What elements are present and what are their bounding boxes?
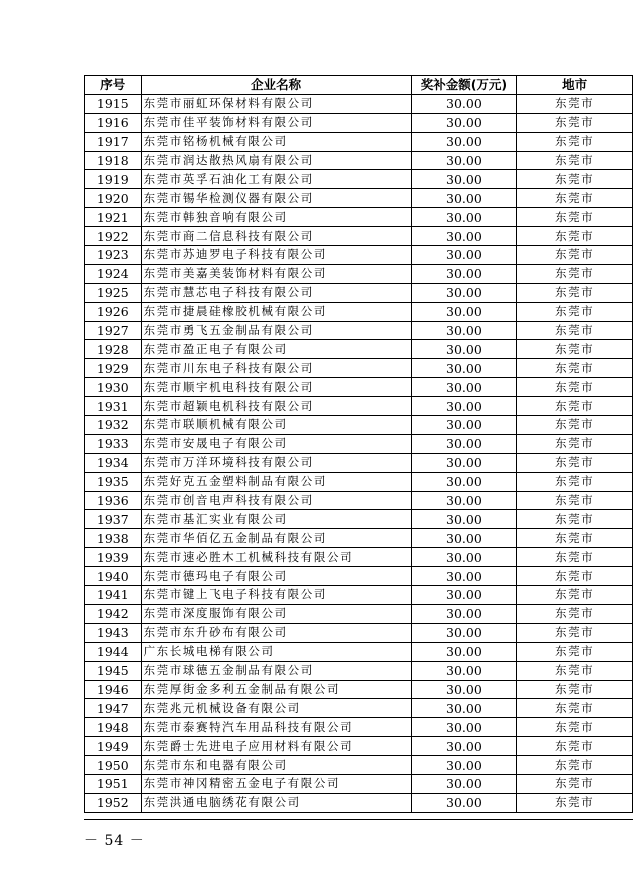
serial-number-cell: 1920 [85, 189, 142, 208]
company-name-cell: 东莞市超颖电机科技有限公司 [141, 397, 411, 416]
city-cell: 东莞市 [517, 661, 633, 680]
table-row [85, 567, 633, 586]
subsidy-amount-cell: 30.00 [411, 340, 517, 359]
table-row [85, 378, 633, 397]
serial-number-cell: 1948 [85, 718, 142, 737]
serial-number-cell: 1917 [85, 132, 142, 151]
company-name-cell: 东莞市神冈精密五金电子有限公司 [141, 774, 411, 793]
serial-number-cell: 1932 [85, 416, 142, 435]
company-name-cell: 东莞市慧芯电子科技有限公司 [141, 283, 411, 302]
table-row [85, 321, 633, 340]
company-name-cell: 东莞市万洋环境科技有限公司 [141, 453, 411, 472]
subsidy-amount-cell: 30.00 [411, 283, 517, 302]
company-name-cell: 东莞市安晟电子有限公司 [141, 434, 411, 453]
company-name-cell: 东莞市球德五金制品有限公司 [141, 661, 411, 680]
serial-number-cell: 1922 [85, 227, 142, 246]
city-cell: 东莞市 [517, 397, 633, 416]
city-cell: 东莞市 [517, 718, 633, 737]
company-name-cell: 东莞市基汇实业有限公司 [141, 510, 411, 529]
serial-number-cell: 1923 [85, 246, 142, 265]
company-name-cell: 东莞市锡华检测仪器有限公司 [141, 189, 411, 208]
company-name-cell: 东莞市苏迪罗电子科技有限公司 [141, 246, 411, 265]
company-name-cell: 广东长城电梯有限公司 [141, 642, 411, 661]
subsidy-amount-cell: 30.00 [411, 397, 517, 416]
header-serial-number: 序号 [85, 76, 142, 95]
table-row [85, 718, 633, 737]
table-row [85, 774, 633, 793]
table-row [85, 434, 633, 453]
table-row [85, 189, 633, 208]
city-cell: 东莞市 [517, 94, 633, 113]
table-row [85, 548, 633, 567]
subsidy-amount-cell: 30.00 [411, 510, 517, 529]
subsidy-amount-cell: 30.00 [411, 756, 517, 775]
subsidy-amount-cell: 30.00 [411, 737, 517, 756]
header-company-name: 企业名称 [141, 76, 411, 95]
serial-number-cell: 1921 [85, 208, 142, 227]
serial-number-cell: 1935 [85, 472, 142, 491]
city-cell: 东莞市 [517, 246, 633, 265]
company-name-cell: 东莞市东升砂布有限公司 [141, 623, 411, 642]
city-cell: 东莞市 [517, 567, 633, 586]
city-cell: 东莞市 [517, 548, 633, 567]
serial-number-cell: 1936 [85, 491, 142, 510]
company-name-cell: 东莞好克五金塑料制品有限公司 [141, 472, 411, 491]
serial-number-cell: 1946 [85, 680, 142, 699]
table-row [85, 604, 633, 623]
city-cell: 东莞市 [517, 378, 633, 397]
serial-number-cell: 1928 [85, 340, 142, 359]
company-name-cell: 东莞厚街金多利五金制品有限公司 [141, 680, 411, 699]
city-cell: 东莞市 [517, 170, 633, 189]
company-name-cell: 东莞市商二信息科技有限公司 [141, 227, 411, 246]
table-row [85, 170, 633, 189]
subsidy-amount-cell: 30.00 [411, 548, 517, 567]
serial-number-cell: 1919 [85, 170, 142, 189]
subsidy-amount-cell: 30.00 [411, 170, 517, 189]
table-row [85, 680, 633, 699]
city-cell: 东莞市 [517, 359, 633, 378]
company-name-cell: 东莞市佳平装饰材料有限公司 [141, 113, 411, 132]
company-name-cell: 东莞兆元机械设备有限公司 [141, 699, 411, 718]
city-cell: 东莞市 [517, 793, 633, 812]
city-cell: 东莞市 [517, 699, 633, 718]
city-cell: 东莞市 [517, 227, 633, 246]
company-name-cell: 东莞爵士先进电子应用材料有限公司 [141, 737, 411, 756]
table-row [85, 491, 633, 510]
subsidy-amount-cell: 30.00 [411, 416, 517, 435]
company-name-cell: 东莞市德玛电子有限公司 [141, 567, 411, 586]
serial-number-cell: 1949 [85, 737, 142, 756]
table-header-row [85, 76, 633, 95]
serial-number-cell: 1942 [85, 604, 142, 623]
subsidy-amount-cell: 30.00 [411, 793, 517, 812]
serial-number-cell: 1941 [85, 586, 142, 605]
page-number: － 54 － [84, 833, 145, 849]
subsidy-amount-cell: 30.00 [411, 359, 517, 378]
company-name-cell: 东莞市润达散热风扇有限公司 [141, 151, 411, 170]
table-row [85, 416, 633, 435]
table-row [85, 737, 633, 756]
table-row [85, 756, 633, 775]
city-cell: 东莞市 [517, 453, 633, 472]
company-name-cell: 东莞市顺宇机电科技有限公司 [141, 378, 411, 397]
subsidy-amount-cell: 30.00 [411, 642, 517, 661]
serial-number-cell: 1937 [85, 510, 142, 529]
company-name-cell: 东莞洪通电脑绣花有限公司 [141, 793, 411, 812]
serial-number-cell: 1924 [85, 264, 142, 283]
subsidy-amount-cell: 30.00 [411, 321, 517, 340]
subsidy-amount-cell: 30.00 [411, 661, 517, 680]
city-cell: 东莞市 [517, 604, 633, 623]
subsidy-amount-cell: 30.00 [411, 586, 517, 605]
serial-number-cell: 1925 [85, 283, 142, 302]
city-cell: 东莞市 [517, 623, 633, 642]
serial-number-cell: 1952 [85, 793, 142, 812]
city-cell: 东莞市 [517, 491, 633, 510]
table-row [85, 151, 633, 170]
city-cell: 东莞市 [517, 340, 633, 359]
city-cell: 东莞市 [517, 510, 633, 529]
city-cell: 东莞市 [517, 472, 633, 491]
subsidy-amount-cell: 30.00 [411, 264, 517, 283]
subsidy-amount-cell: 30.00 [411, 132, 517, 151]
table-row [85, 113, 633, 132]
header-subsidy-amount: 奖补金额(万元) [411, 76, 517, 95]
serial-number-cell: 1951 [85, 774, 142, 793]
table-body [85, 94, 633, 812]
serial-number-cell: 1933 [85, 434, 142, 453]
serial-number-cell: 1929 [85, 359, 142, 378]
serial-number-cell: 1931 [85, 397, 142, 416]
subsidy-amount-cell: 30.00 [411, 453, 517, 472]
company-name-cell: 东莞市美嘉美装饰材料有限公司 [141, 264, 411, 283]
company-name-cell: 东莞市英孚石油化工有限公司 [141, 170, 411, 189]
subsidy-amount-cell: 30.00 [411, 529, 517, 548]
city-cell: 东莞市 [517, 774, 633, 793]
enterprise-subsidy-table [84, 75, 633, 813]
table-row [85, 472, 633, 491]
city-cell: 东莞市 [517, 680, 633, 699]
company-name-cell: 东莞市创音电声科技有限公司 [141, 491, 411, 510]
table-row [85, 246, 633, 265]
serial-number-cell: 1927 [85, 321, 142, 340]
subsidy-amount-cell: 30.00 [411, 94, 517, 113]
table-row [85, 699, 633, 718]
table-row [85, 359, 633, 378]
city-cell: 东莞市 [517, 151, 633, 170]
company-name-cell: 东莞市盈正电子有限公司 [141, 340, 411, 359]
subsidy-amount-cell: 30.00 [411, 378, 517, 397]
city-cell: 东莞市 [517, 132, 633, 151]
table-row [85, 283, 633, 302]
serial-number-cell: 1915 [85, 94, 142, 113]
serial-number-cell: 1943 [85, 623, 142, 642]
subsidy-amount-cell: 30.00 [411, 227, 517, 246]
company-name-cell: 东莞市深度服饰有限公司 [141, 604, 411, 623]
table-row [85, 208, 633, 227]
company-name-cell: 东莞市东和电器有限公司 [141, 756, 411, 775]
subsidy-amount-cell: 30.00 [411, 189, 517, 208]
subsidy-amount-cell: 30.00 [411, 774, 517, 793]
serial-number-cell: 1944 [85, 642, 142, 661]
company-name-cell: 东莞市川东电子科技有限公司 [141, 359, 411, 378]
table-row [85, 510, 633, 529]
city-cell: 东莞市 [517, 529, 633, 548]
subsidy-amount-cell: 30.00 [411, 208, 517, 227]
serial-number-cell: 1930 [85, 378, 142, 397]
subsidy-amount-cell: 30.00 [411, 472, 517, 491]
city-cell: 东莞市 [517, 434, 633, 453]
serial-number-cell: 1945 [85, 661, 142, 680]
subsidy-amount-cell: 30.00 [411, 567, 517, 586]
subsidy-amount-cell: 30.00 [411, 151, 517, 170]
serial-number-cell: 1947 [85, 699, 142, 718]
city-cell: 东莞市 [517, 756, 633, 775]
subsidy-amount-cell: 30.00 [411, 680, 517, 699]
footer-divider [84, 819, 633, 820]
serial-number-cell: 1926 [85, 302, 142, 321]
table-row [85, 227, 633, 246]
table-row [85, 586, 633, 605]
table-row [85, 397, 633, 416]
city-cell: 东莞市 [517, 189, 633, 208]
serial-number-cell: 1940 [85, 567, 142, 586]
table-row [85, 642, 633, 661]
serial-number-cell: 1916 [85, 113, 142, 132]
subsidy-amount-cell: 30.00 [411, 434, 517, 453]
company-name-cell: 东莞市韩独音响有限公司 [141, 208, 411, 227]
table-row [85, 264, 633, 283]
city-cell: 东莞市 [517, 416, 633, 435]
company-name-cell: 东莞市泰赛特汽车用品科技有限公司 [141, 718, 411, 737]
subsidy-amount-cell: 30.00 [411, 491, 517, 510]
table-row [85, 340, 633, 359]
table-row [85, 453, 633, 472]
subsidy-amount-cell: 30.00 [411, 718, 517, 737]
serial-number-cell: 1918 [85, 151, 142, 170]
subsidy-amount-cell: 30.00 [411, 246, 517, 265]
city-cell: 东莞市 [517, 113, 633, 132]
company-name-cell: 东莞市联顺机械有限公司 [141, 416, 411, 435]
company-name-cell: 东莞市华佰亿五金制品有限公司 [141, 529, 411, 548]
city-cell: 东莞市 [517, 642, 633, 661]
serial-number-cell: 1950 [85, 756, 142, 775]
city-cell: 东莞市 [517, 283, 633, 302]
table-row [85, 302, 633, 321]
serial-number-cell: 1938 [85, 529, 142, 548]
subsidy-amount-cell: 30.00 [411, 604, 517, 623]
city-cell: 东莞市 [517, 208, 633, 227]
table-row [85, 793, 633, 812]
subsidy-amount-cell: 30.00 [411, 699, 517, 718]
table-row [85, 529, 633, 548]
company-name-cell: 东莞市丽虹环保材料有限公司 [141, 94, 411, 113]
city-cell: 东莞市 [517, 737, 633, 756]
serial-number-cell: 1939 [85, 548, 142, 567]
table-row [85, 132, 633, 151]
city-cell: 东莞市 [517, 321, 633, 340]
table-row [85, 94, 633, 113]
company-name-cell: 东莞市勇飞五金制品有限公司 [141, 321, 411, 340]
serial-number-cell: 1934 [85, 453, 142, 472]
company-name-cell: 东莞市铭杨机械有限公司 [141, 132, 411, 151]
table-row [85, 623, 633, 642]
subsidy-amount-cell: 30.00 [411, 302, 517, 321]
table-row [85, 661, 633, 680]
company-name-cell: 东莞市捷晨硅橡胶机械有限公司 [141, 302, 411, 321]
city-cell: 东莞市 [517, 264, 633, 283]
company-name-cell: 东莞市速必胜木工机械科技有限公司 [141, 548, 411, 567]
header-city: 地市 [517, 76, 633, 95]
company-name-cell: 东莞市键上飞电子科技有限公司 [141, 586, 411, 605]
subsidy-amount-cell: 30.00 [411, 623, 517, 642]
city-cell: 东莞市 [517, 302, 633, 321]
subsidy-amount-cell: 30.00 [411, 113, 517, 132]
city-cell: 东莞市 [517, 586, 633, 605]
